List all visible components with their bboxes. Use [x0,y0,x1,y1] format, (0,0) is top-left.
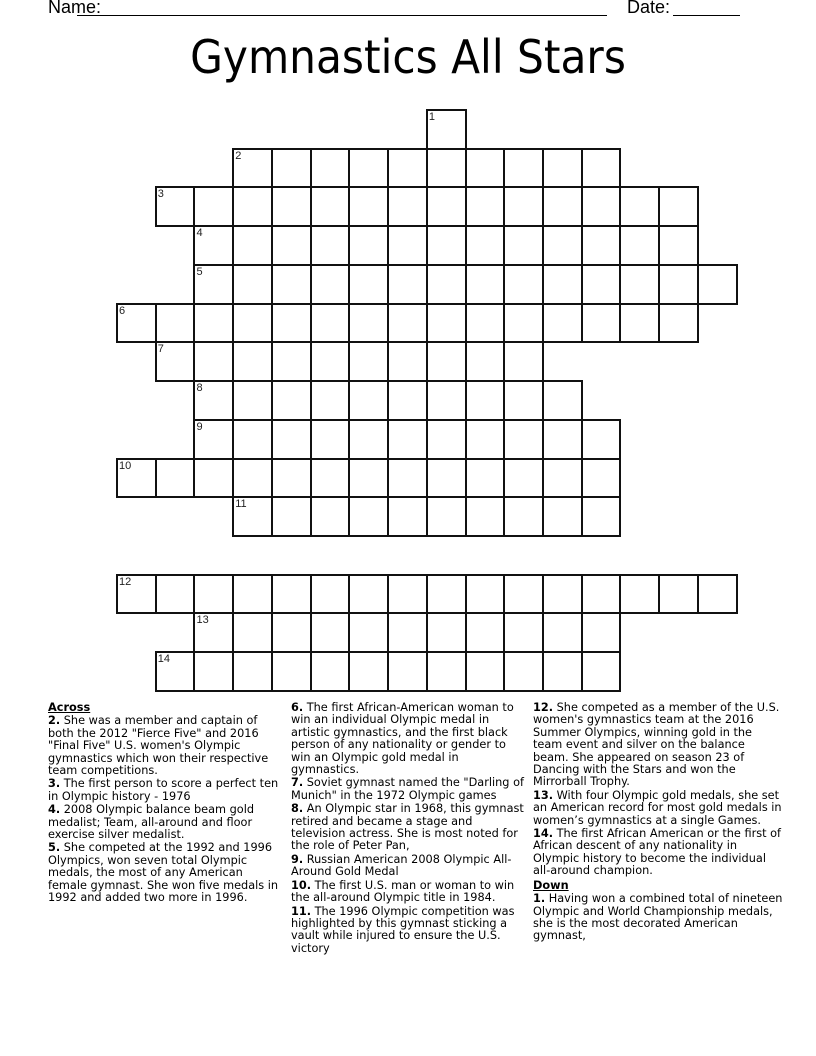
cell-number: 2 [235,149,242,162]
crossword-cell[interactable] [503,341,544,382]
cell-number: 10 [119,459,132,472]
clue-across-13 [533,790,783,827]
clue-text: The 1996 Olympic competition was highlighted by this gymnast sticking a vault while injured to ensure the U.S. victory [291,904,515,955]
crossword-cell[interactable] [697,574,738,615]
crossword-cell[interactable] [271,380,312,421]
clue-number: 1. [533,892,546,906]
crossword-cell[interactable] [348,264,389,305]
clue-number: 2. [48,714,61,728]
crossword-cell[interactable] [348,341,389,382]
crossword-cell[interactable] [387,225,428,266]
crossword-cell[interactable] [503,496,544,537]
crossword-cell[interactable] [387,612,428,653]
crossword-cell[interactable] [155,341,196,382]
crossword-cell[interactable] [503,186,544,227]
crossword-cell[interactable] [387,380,428,421]
date-label: Date: [627,0,671,17]
crossword-cell[interactable] [193,186,234,227]
crossword-cell[interactable] [503,380,544,421]
crossword-cell[interactable] [542,303,583,344]
crossword-cell[interactable] [348,186,389,227]
clue-across-8 [291,803,526,853]
crossword-cell[interactable] [581,574,622,615]
name-label: Name: [48,0,102,17]
crossword-cell[interactable] [348,303,389,344]
crossword-cell[interactable] [542,458,583,499]
crossword-cell[interactable] [426,109,467,150]
crossword-cell[interactable] [310,264,351,305]
crossword-cell[interactable] [619,264,660,305]
crossword-cell[interactable] [658,225,699,266]
crossword-cell[interactable] [155,186,196,227]
crossword-cell[interactable] [271,225,312,266]
clue-number: 7. [291,776,304,790]
clue-number: 12. [533,701,554,714]
clue-text: The first African-American woman to win an individual Olympic medal in artistic gymnastics, and the first black person of any nationality or gender to win an Olympic gold medal in gymnastics. [291,701,514,777]
crossword-cell[interactable] [542,264,583,305]
crossword-cell[interactable] [232,341,273,382]
crossword-cell[interactable] [619,186,660,227]
page-title: Gymnastics All Stars [190,30,626,84]
crossword-cell[interactable] [310,574,351,615]
clue-number: 11. [291,904,312,918]
clues-column-3 [533,700,783,944]
crossword-cell[interactable] [542,612,583,653]
crossword-cell[interactable] [271,574,312,615]
crossword-cell[interactable] [542,496,583,537]
crossword-cell[interactable] [271,148,312,189]
crossword-cell[interactable] [271,264,312,305]
crossword-cell[interactable] [426,148,467,189]
crossword-cell[interactable] [465,651,506,692]
cell-number: 12 [119,575,132,588]
crossword-cell[interactable] [465,341,506,382]
crossword-cell[interactable] [271,186,312,227]
crossword-cell[interactable] [503,303,544,344]
crossword-cell[interactable] [271,303,312,344]
clue-across-2 [48,715,283,777]
clue-text: The first African American or the first of African descent of any nationality in Olympic history to become the individual all-around champion. [533,827,782,878]
clue-across-14 [533,828,783,878]
crossword-cell[interactable] [348,458,389,499]
crossword-cell[interactable] [658,186,699,227]
crossword-cell[interactable] [426,186,467,227]
crossword-cell[interactable] [465,419,506,460]
crossword-cell[interactable] [503,458,544,499]
crossword-cell[interactable] [193,458,234,499]
clue-text: An Olympic star in 1968, this gymnast retired and became a stage and television actress. She is most noted for the role of Peter Pan, [291,802,524,853]
crossword-cell[interactable] [310,186,351,227]
cell-number: 9 [196,420,203,433]
clue-number: 4. [48,803,61,817]
crossword-cell[interactable] [193,419,234,460]
clue-across-5 [48,842,283,904]
crossword-cell[interactable] [310,458,351,499]
crossword-cell[interactable] [426,341,467,382]
crossword-cell[interactable] [232,303,273,344]
crossword-cell[interactable] [426,380,467,421]
crossword-cell[interactable] [503,651,544,692]
crossword-cell[interactable] [387,458,428,499]
clue-across-6 [291,702,526,776]
crossword-cell[interactable] [232,148,273,189]
clue-across-10 [291,880,526,905]
cell-number: 14 [157,653,170,666]
crossword-cell[interactable] [542,574,583,615]
crossword-cell[interactable] [426,303,467,344]
clue-text: She competed at the 1992 and 1996 Olympics, won seven total Olympic medals, the most of any American female gymnast. She won five medals in 1992 and added two more in 1996. [48,841,279,905]
crossword-cell[interactable] [619,574,660,615]
crossword-cell[interactable] [348,612,389,653]
crossword-cell[interactable] [116,574,157,615]
crossword-cell[interactable] [387,419,428,460]
crossword-cell[interactable] [348,225,389,266]
crossword-cell[interactable] [658,574,699,615]
clue-number: 10. [291,878,312,892]
clue-text: Russian American 2008 Olympic All-Around Gold Medal [291,852,512,879]
crossword-cell[interactable] [503,264,544,305]
crossword-cell[interactable] [348,148,389,189]
crossword-cell[interactable] [581,264,622,305]
crossword-cell[interactable] [465,186,506,227]
crossword-cell[interactable] [116,303,157,344]
crossword-cell[interactable] [193,612,234,653]
across-heading: Across [48,701,91,714]
crossword-cell[interactable] [193,651,234,692]
crossword-cell[interactable] [658,303,699,344]
crossword-cell[interactable] [387,651,428,692]
crossword-cell[interactable] [542,225,583,266]
crossword-cell[interactable] [581,612,622,653]
crossword-cell[interactable] [155,651,196,692]
crossword-cell[interactable] [542,651,583,692]
crossword-cell[interactable] [387,303,428,344]
crossword-cell[interactable] [271,458,312,499]
clue-across-9 [291,854,526,879]
clue-across-7 [291,777,526,802]
crossword-cell[interactable] [619,225,660,266]
crossword-cell[interactable] [271,612,312,653]
crossword-cell[interactable] [271,341,312,382]
crossword-cell[interactable] [581,419,622,460]
crossword-cell[interactable] [581,225,622,266]
down-heading: Down [533,878,569,892]
crossword-cell[interactable] [697,264,738,305]
crossword-cell[interactable] [503,612,544,653]
clue-across-4 [48,804,283,841]
crossword-cell[interactable] [348,419,389,460]
crossword-cell[interactable] [581,303,622,344]
crossword-cell[interactable] [310,651,351,692]
crossword-cell[interactable] [310,612,351,653]
crossword-cell[interactable] [232,380,273,421]
clue-text: 2008 Olympic balance beam gold medalist; Team, all-around and floor exercise silver medalist. [48,803,255,842]
cell-number: 11 [235,498,247,511]
clue-across-3 [48,778,283,803]
crossword-cell[interactable] [387,148,428,189]
clue-number: 13. [533,788,554,802]
crossword-cell[interactable] [465,148,506,189]
crossword-cell[interactable] [232,458,273,499]
crossword-cell[interactable] [155,303,196,344]
crossword-cell[interactable] [581,496,622,537]
crossword-cell[interactable] [310,380,351,421]
crossword-cell[interactable] [271,419,312,460]
clue-number: 14. [533,827,554,841]
crossword-cell[interactable] [116,458,157,499]
crossword-cell[interactable] [232,225,273,266]
crossword-cell[interactable] [271,496,312,537]
clues-column-2 [291,700,526,956]
clue-text: The first U.S. man or woman to win the all-around Olympic title in 1984. [291,878,515,905]
crossword-cell[interactable] [426,458,467,499]
crossword-cell[interactable] [658,264,699,305]
clue-number: 6. [291,701,304,714]
crossword-cell[interactable] [581,186,622,227]
clue-number: 8. [291,802,304,816]
crossword-cell[interactable] [232,574,273,615]
crossword-cell[interactable] [426,419,467,460]
crossword-cell[interactable] [310,148,351,189]
crossword-cell[interactable] [310,303,351,344]
crossword-cell[interactable] [193,303,234,344]
crossword-cell[interactable] [348,574,389,615]
crossword-cell[interactable] [542,419,583,460]
cell-number: 8 [196,382,203,395]
crossword-cell[interactable] [348,496,389,537]
crossword-cell[interactable] [465,303,506,344]
crossword-cell[interactable] [232,651,273,692]
crossword-cell[interactable] [348,380,389,421]
crossword-cell[interactable] [348,651,389,692]
crossword-cell[interactable] [271,651,312,692]
clue-number: 3. [48,777,61,791]
crossword-cell[interactable] [465,225,506,266]
crossword-cell[interactable] [503,225,544,266]
clue-text: She was a member and captain of both the 2012 "Fierce Five" and 2016 "Final Five" U.S. women's Olympic gymnastics which won their respective team competitions. [48,714,269,778]
crossword-cell[interactable] [465,458,506,499]
crossword-cell[interactable] [426,225,467,266]
crossword-cell[interactable] [581,148,622,189]
crossword-cell[interactable] [232,496,273,537]
crossword-cell[interactable] [232,419,273,460]
crossword-cell[interactable] [387,264,428,305]
crossword-cell[interactable] [426,612,467,653]
clue-across-12 [533,702,783,789]
crossword-cell[interactable] [465,264,506,305]
clue-down-1 [533,893,783,943]
cell-number: 7 [157,343,164,356]
crossword-cell[interactable] [465,496,506,537]
crossword-cell[interactable] [193,574,234,615]
crossword-cell[interactable] [426,496,467,537]
crossword-cell[interactable] [465,612,506,653]
clue-text: Soviet gymnast named the "Darling of Munich" in the 1972 Olympic games [291,776,524,802]
crossword-cell[interactable] [619,303,660,344]
crossword-cell[interactable] [426,264,467,305]
crossword-cell[interactable] [310,419,351,460]
clue-text: Having won a combined total of nineteen Olympic and World Championship medals, she is the most decorated American gymnast, [533,892,783,943]
crossword-cell[interactable] [193,341,234,382]
clue-text: With four Olympic gold medals, she set an American record for most gold medals in women’s gymnastics at a single Games. [533,788,782,827]
crossword-cell[interactable] [155,458,196,499]
crossword-cell[interactable] [503,419,544,460]
crossword-cell[interactable] [581,651,622,692]
crossword-cell[interactable] [542,380,583,421]
crossword-cell[interactable] [503,148,544,189]
crossword-cell[interactable] [310,341,351,382]
crossword-cell[interactable] [232,186,273,227]
crossword-cell[interactable] [426,651,467,692]
crossword-cell[interactable] [193,225,234,266]
clue-number: 5. [48,841,61,855]
crossword-cell[interactable] [387,574,428,615]
cell-number: 3 [157,188,164,201]
cell-number: 13 [196,614,209,627]
crossword-cell[interactable] [310,496,351,537]
cell-number: 5 [196,265,203,278]
crossword-cell[interactable] [387,496,428,537]
crossword-cell[interactable] [465,380,506,421]
crossword-cell[interactable] [387,341,428,382]
crossword-cell[interactable] [387,186,428,227]
crossword-cell[interactable] [232,264,273,305]
cell-number: 1 [428,111,435,123]
cell-number: 4 [196,227,203,240]
crossword-cell[interactable] [542,148,583,189]
crossword-cell[interactable] [542,186,583,227]
clue-across-11 [291,906,526,956]
crossword-cell[interactable] [310,225,351,266]
clue-text: She competed as a member of the U.S. women's gymnastics team at the 2016 Summer Olympics, winning gold in the team event and silver on the balance beam. She appeared on season 23 of Dancing with the Stars and won the Mirrorball Trophy. [533,701,780,789]
crossword-cell[interactable] [503,574,544,615]
crossword-cell[interactable] [193,264,234,305]
crossword-cell[interactable] [465,574,506,615]
crossword-cell[interactable] [426,574,467,615]
crossword-cell[interactable] [155,574,196,615]
crossword-cell[interactable] [581,458,622,499]
crossword-cell[interactable] [232,612,273,653]
clue-text: The first person to score a perfect ten in Olympic history - 1976 [48,777,279,803]
cell-number: 6 [119,304,126,317]
clues-column-1 [48,700,283,906]
crossword-cell[interactable] [193,380,234,421]
clue-number: 9. [291,852,304,866]
